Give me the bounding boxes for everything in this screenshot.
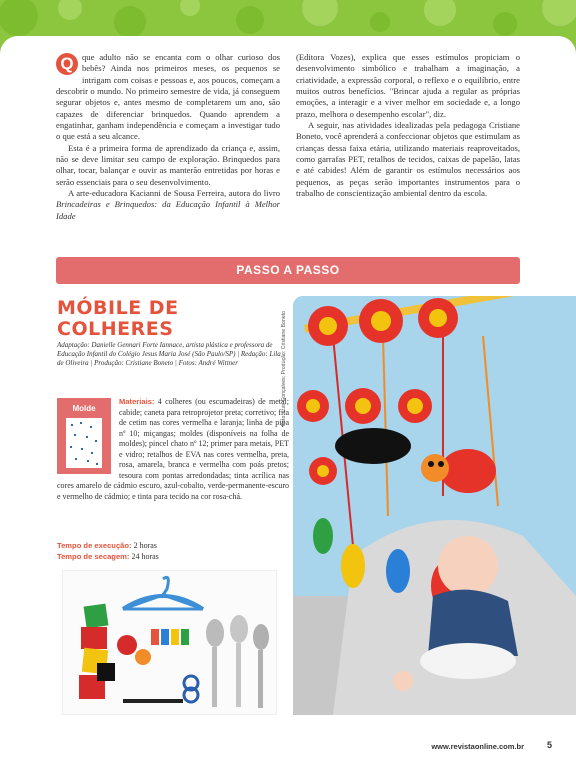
template-sheet-icon [66,418,102,468]
molde-label: Molde [72,404,96,413]
project-title: MÓBILE DE COLHERES [57,297,179,340]
materials-label: Materiais: [119,397,155,406]
article-paragraph: A seguir, nas atividades idealizadas pela pedagoga Cristiane Boneto, você aprenderá a confeccionar objetos que estimulam as crianças dessa faixa etária, utilizando materiais reaproveitados, como garrafas PET, retalhos de tecidos, caixas de papelão, latas e até cabides! Além de garantir os estímulos necessários aos pequenos, as peças serão importantes instrumentos para o trabalho de conscientização ambiental dentro da escola. [296,120,520,199]
drying-time: Tempo de secagem: 24 horas [57,552,159,561]
article-paragraph: (Editora Vozes), explica que esses estímulos propiciam o desenvolvimento simbólico e trabalham a imaginação, a criatividade, a expressão corporal, o reflexo e o equilíbrio, entre muitos outros benefícios. "Brincar ajuda a regular as próprias emoções, a interagir e a viver melhor em sociedade e, a longo prazo, melhora o desempenho escolar", diz. [296,52,520,119]
project-credits: Adaptação: Danielle Gennari Forte Iannace, artista plástica e professora de Educação Infantil do Colégio Jesus Maria José (São Paulo/SP) | Redação: Lila de Oliveira | Produção: Cristiane Boneto | Fotos: André Wittner [57,341,281,367]
article-paragraph: Q que adulto não se encanta com o olhar curioso dos bebês? Ainda nos primeiros meses, os pequenos se intrigam com coisas e pessoas e, aos poucos, começam a descobrir o mundo. No primeiro semestre de vida, já conseguem segurar objetos e, antes mesmo de completarem um ano, são capazes de diferenciar brinquedos. Quando aprendem a engatinhar, ganham independência e começam a investigar tudo o que está a seu alcance. [56,52,280,142]
article-column-2 [296,52,520,222]
article-paragraph: A arte-educadora Kacianni de Sousa Ferreira, autora do livro Brincadeiras e Brinquedos: da Educação Infantil à Melhor Idade [56,188,280,221]
time-info [57,540,289,562]
materials-text: 4 colheres (ou escumadeiras) de metal; cabide; caneta para retroprojetor preta; corretivo; fita de cetim nas cores vermelha e laranja; linha de pipa nº 10; miçangas; moldes (disponíveis na folha de moldes); pincel chato nº 12; primer para metais, PET e vidro; retalhos de EVA nas cores vermelha, preta, rosa, amarela, branca e vermelha com poás pretos; tesoura com pontas arredondadas; tinta acrílica nas cores amarelo de cádmio escuro, azul-cobalto, verde-permanente-escuro e vermelho de cádmio; e tinta para tecido na cor rosa-chá. [57,397,289,501]
molde-callout[interactable] [57,398,111,474]
book-title: Brincadeiras e Brinquedos: da Educação Infantil à Melhor Idade [56,199,280,221]
intro-article [56,52,520,222]
drop-cap: Q [56,53,78,75]
footer-url[interactable]: www.revistaonline.com.br [431,742,524,751]
section-banner: PASSO A PASSO [56,257,520,284]
article-paragraph: Esta é a primeira forma de aprendizado da criança e, assim, não se deve limitar seu campo de exploração. Brinquedos para olhar, tocar, balançar e ouvir as manterão entretidas por horas e serão essenciais para o seu desenvolvimento. [56,142,280,187]
execution-time: Tempo de execução: 2 horas [57,541,157,550]
baby-mobile-photo [293,296,576,715]
materials-illustration [63,571,278,716]
page-number: 5 [546,740,552,750]
baby-mobile-illustration [293,296,576,715]
photo-credit: Foto: Luis Gonçalves; Produção: Cristiane Boneto [281,310,287,426]
materials-photo [62,570,277,715]
article-column-1 [56,52,280,222]
